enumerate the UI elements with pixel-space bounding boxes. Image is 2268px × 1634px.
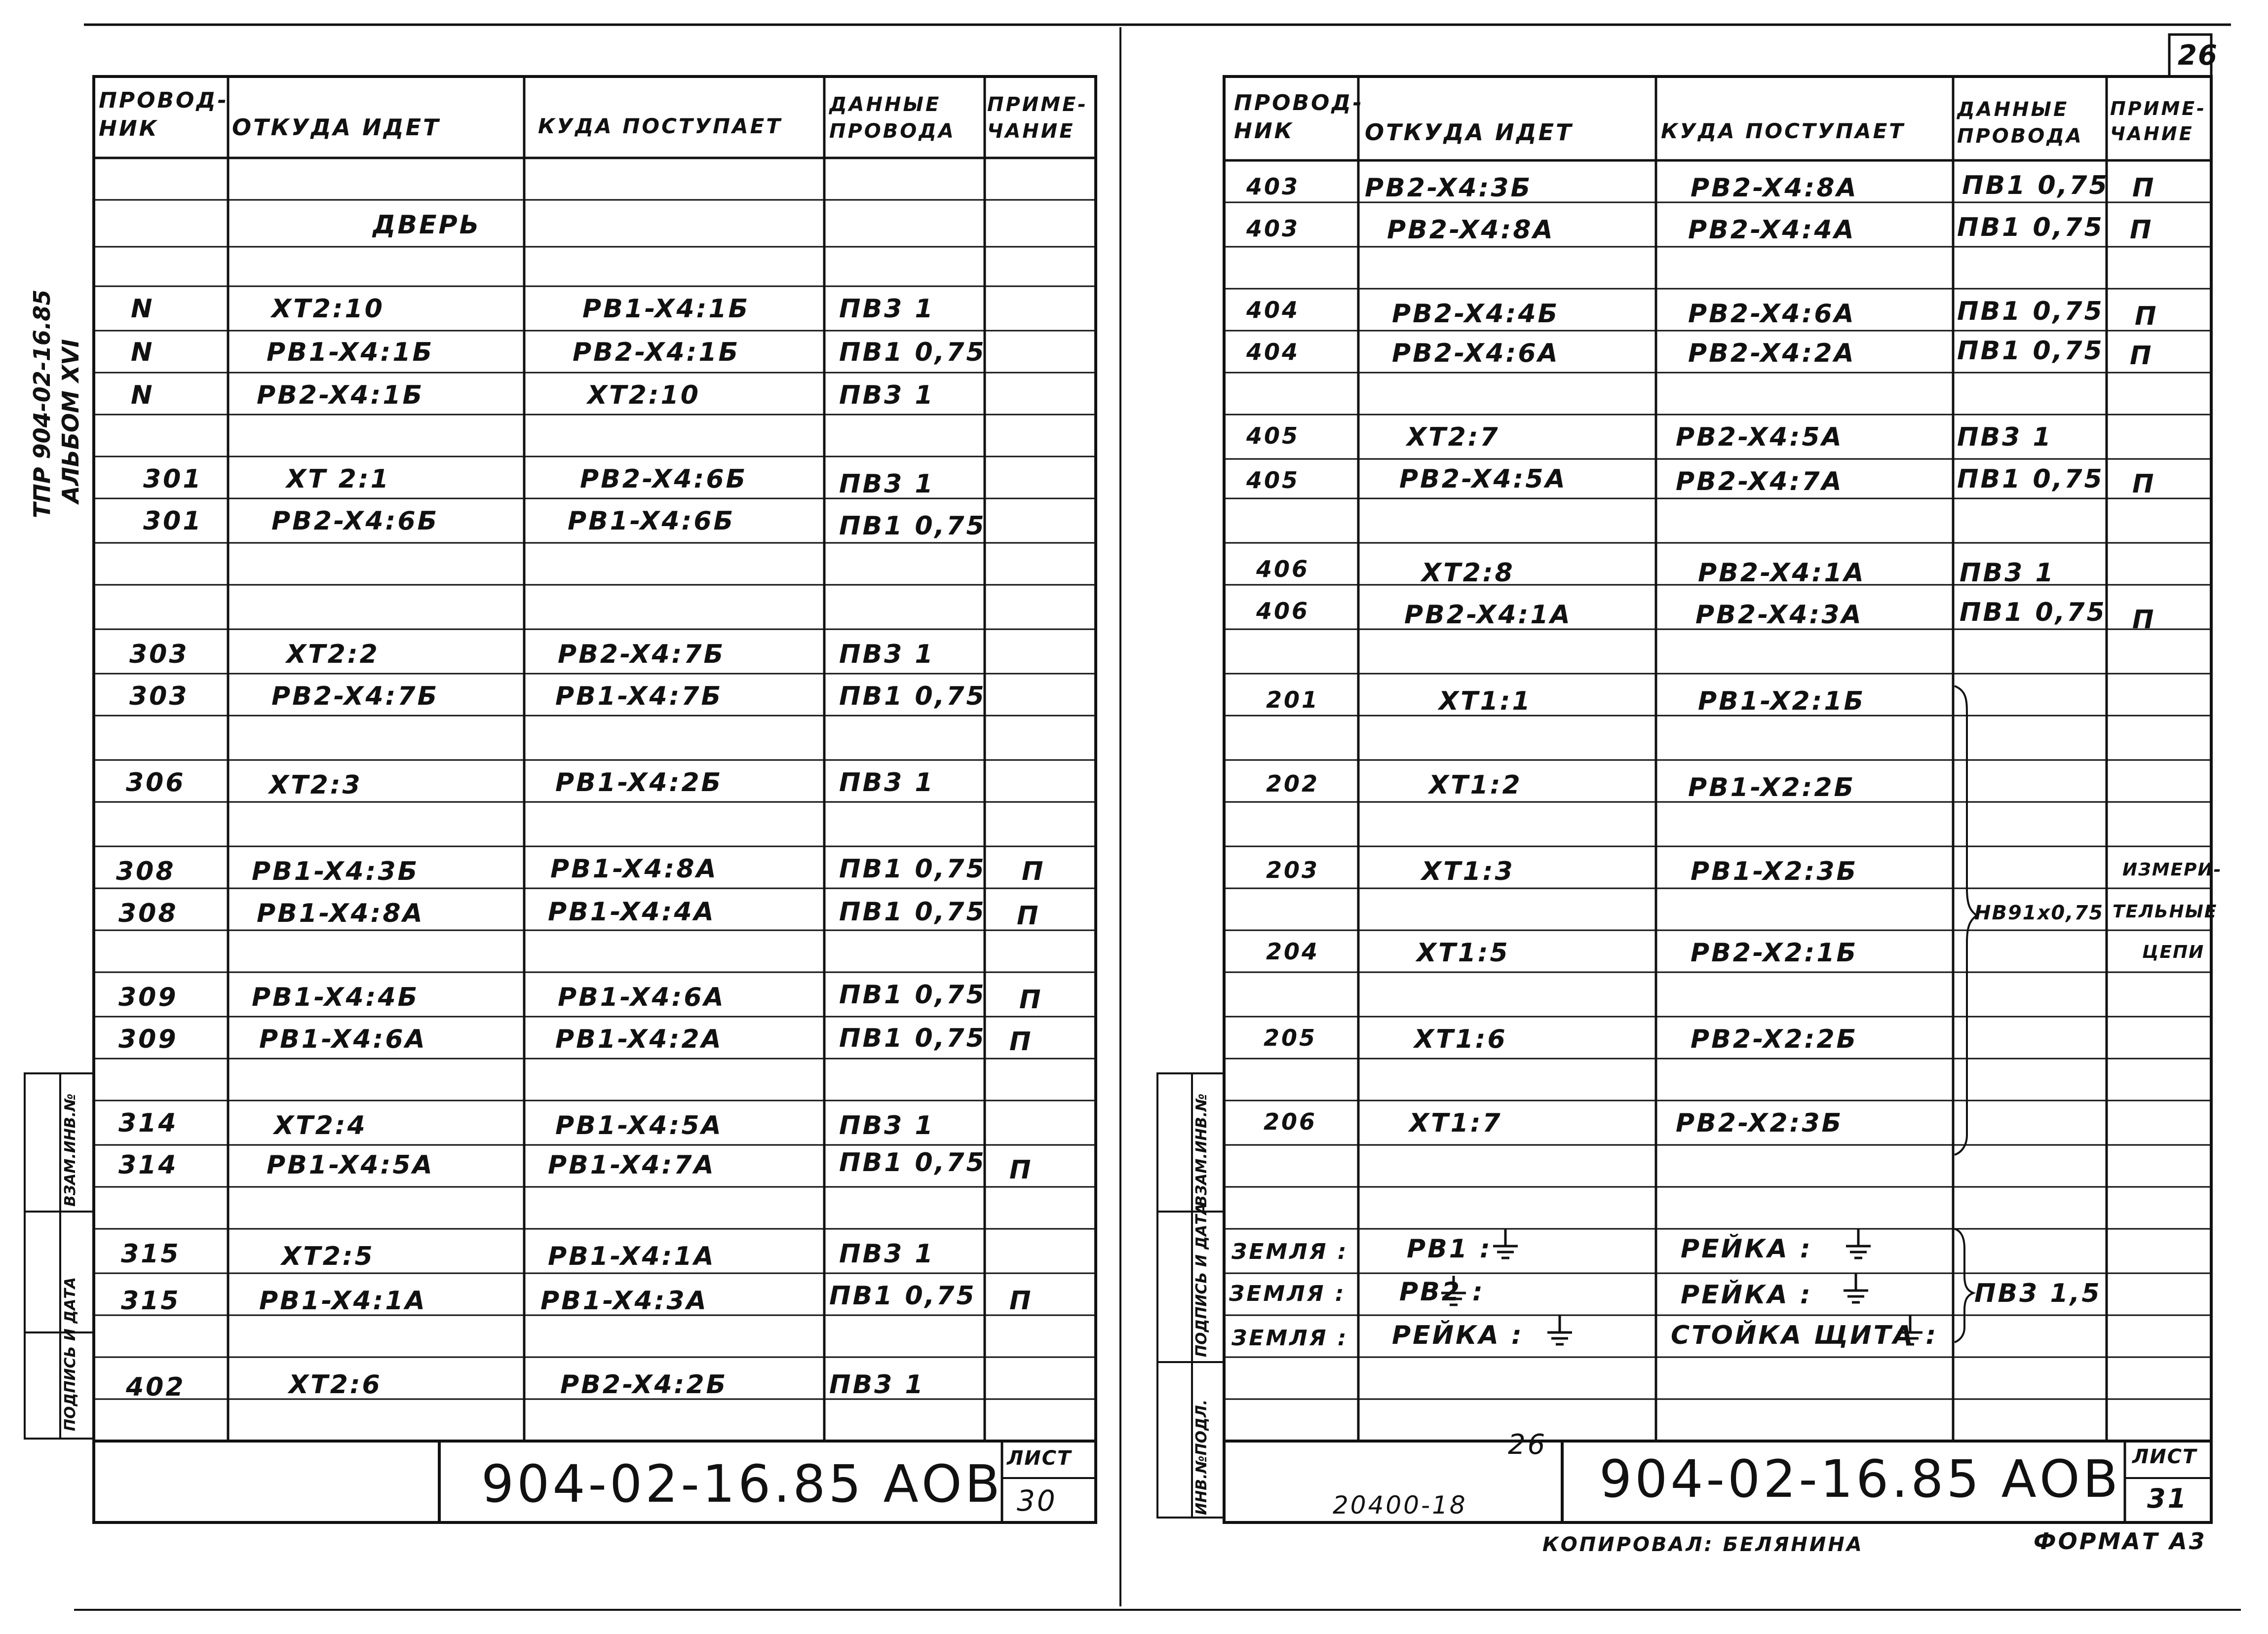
- wire-cell: 308: [116, 857, 176, 886]
- wire-cell: 308: [118, 899, 178, 928]
- to-cell: PB1-X4:1A: [548, 1242, 716, 1271]
- document-code: 904-02-16.85 АОВ: [481, 1454, 1003, 1514]
- group-wire-data: НВ91х0,75: [1974, 902, 2104, 924]
- ground-brace: [1955, 1229, 1973, 1342]
- from-cell: PB1-X4:3Б: [252, 857, 420, 886]
- side-box-label: ИНВ.№ПОДЛ.: [1193, 1399, 1210, 1515]
- data-cell: ПВ1 0,75: [839, 1148, 986, 1178]
- data-cell: ПВ3 1: [839, 768, 935, 798]
- wire-cell: 405: [1246, 422, 1300, 449]
- sheet-number: 31: [2147, 1483, 2189, 1514]
- group-note-line: ТЕЛЬНЫЕ: [2113, 902, 2218, 922]
- wire-cell: 303: [129, 682, 189, 711]
- data-cell: ПВ3 1: [839, 469, 935, 499]
- wire-cell: 406: [1256, 598, 1310, 624]
- to-cell: РЕЙКА :: [1681, 1234, 1812, 1264]
- wire-cell: N: [131, 294, 154, 324]
- wire-cell: 309: [118, 983, 178, 1012]
- wire-cell: 406: [1256, 556, 1310, 582]
- from-cell: XT1:2: [1429, 770, 1522, 800]
- to-cell: PB1-X2:3Б: [1691, 857, 1858, 886]
- data-cell: ПВ1 0,75: [839, 682, 986, 711]
- header-from: ОТКУДА ИДЕТ: [232, 114, 441, 141]
- wire-cell: 301: [143, 506, 203, 536]
- header-wire: ПРОВОД-НИК: [99, 88, 229, 142]
- from-cell: XT2:8: [1422, 558, 1515, 588]
- data-cell: ПВ3 1: [839, 1111, 935, 1140]
- from-cell: XT2:3: [269, 770, 362, 800]
- sheet-number: 30: [1017, 1484, 1057, 1518]
- wire-cell: 404: [1246, 339, 1300, 365]
- from-cell: PB2-X4:4Б: [1392, 299, 1560, 329]
- data-cell: ПВ1 0,75: [1962, 171, 2109, 200]
- from-cell: XT2:6: [289, 1370, 382, 1400]
- to-cell: PB1-X4:2A: [555, 1025, 723, 1054]
- data-cell: ПВ1 0,75: [1957, 297, 2104, 326]
- from-cell: РЕЙКА :: [1392, 1321, 1524, 1350]
- to-cell: PB2-X4:1A: [1698, 558, 1866, 588]
- data-cell: ПВ3 1: [1960, 558, 2055, 588]
- header-data: ДАННЫЕ ПРОВОДА: [1957, 98, 2083, 148]
- note-cell: П: [1017, 901, 1040, 931]
- from-cell: XT1:3: [1422, 857, 1515, 886]
- note-cell: П: [2130, 341, 2153, 371]
- wire-cell: 314: [118, 1108, 178, 1138]
- to-cell: PB2-X4:3A: [1695, 600, 1863, 630]
- wire-cell: 303: [129, 640, 189, 669]
- ground-label: ЗЕМЛЯ :: [1229, 1281, 1346, 1306]
- to-cell: PB2-X4:8A: [1691, 173, 1858, 203]
- data-cell: ПВ1 0,75: [829, 1281, 976, 1311]
- format-label: ФОРМАТ А3: [2034, 1528, 2207, 1555]
- to-cell: PB2-X2:3Б: [1676, 1108, 1844, 1138]
- to-cell: PB1-X2:2Б: [1688, 773, 1856, 802]
- to-cell: PB2-X4:5A: [1676, 422, 1844, 452]
- wire-cell: 405: [1246, 467, 1300, 494]
- data-cell: ПВ3 1: [1957, 422, 2053, 452]
- to-cell: PB1-X4:3A: [540, 1286, 708, 1316]
- measurement-brace: [1955, 686, 1977, 1155]
- ground-wire-data: ПВ3 1,5: [1974, 1279, 2102, 1308]
- note-cell: П: [1009, 1155, 1033, 1185]
- note-cell: П: [2135, 302, 2158, 331]
- from-cell: XT1:5: [1417, 938, 1510, 968]
- from-cell: XT1:7: [1409, 1108, 1502, 1138]
- to-cell: PB2-X4:7Б: [558, 640, 726, 669]
- data-cell: ПВ3 1: [839, 1239, 935, 1269]
- to-cell: РЕЙКА :: [1681, 1280, 1812, 1310]
- side-box-label: ПОДПИСЬ И ДАТА: [62, 1277, 79, 1431]
- header-note: ПРИМЕ-ЧАНИЕ: [987, 93, 1088, 143]
- from-cell: PB2-X4:1Б: [257, 380, 424, 410]
- data-cell: ПВ1 0,75: [839, 854, 986, 884]
- wire-cell: 205: [1264, 1025, 1317, 1051]
- data-cell: ПВ1 0,75: [839, 980, 986, 1010]
- to-cell: XT2:10: [587, 380, 700, 410]
- wire-cell: 203: [1266, 857, 1320, 883]
- wire-cell: 206: [1264, 1108, 1317, 1135]
- data-cell: ПВ1 0,75: [839, 1024, 986, 1053]
- to-cell: PB2-X4:7A: [1676, 467, 1844, 496]
- page-number: 26: [2178, 39, 2218, 72]
- to-cell: PB1-X4:8A: [550, 854, 718, 884]
- header-from: ОТКУДА ИДЕТ: [1365, 119, 1574, 146]
- to-cell: PB1-X4:6Б: [568, 506, 735, 536]
- wire-cell: 301: [143, 464, 203, 494]
- note-cell: П: [1009, 1027, 1033, 1057]
- document-code: 904-02-16.85 АОВ: [1599, 1449, 2121, 1509]
- note-cell: П: [2132, 605, 2156, 635]
- from-cell: PB2-X4:6A: [1392, 339, 1560, 368]
- from-cell: PB2-X4:7Б: [271, 682, 439, 711]
- wire-cell: N: [131, 338, 154, 367]
- data-cell: ПВ1 0,75: [839, 511, 986, 541]
- from-cell: XT2:7: [1407, 422, 1500, 452]
- ground-symbol-1b: [1846, 1229, 1871, 1258]
- ground-label: ЗЕМЛЯ :: [1231, 1239, 1348, 1264]
- wire-cell: 315: [121, 1286, 181, 1316]
- wire-cell: 306: [126, 768, 186, 798]
- side-box-label: ПОДПИСЬ И ДАТА: [1193, 1203, 1210, 1357]
- sheet-label: ЛИСТ: [1007, 1447, 1072, 1470]
- from-cell: PB1-X4:1A: [259, 1286, 427, 1316]
- from-cell: PB1-X4:8A: [257, 899, 424, 928]
- side-box-label: ВЗАМ.ИНВ.№: [1193, 1093, 1210, 1207]
- from-cell: XT2:10: [271, 294, 384, 324]
- group-note-line: ЦЕПИ: [2142, 942, 2205, 962]
- from-cell: PB1-X4:5A: [267, 1150, 434, 1180]
- side-box-label: ВЗАМ.ИНВ.№: [62, 1093, 79, 1207]
- to-cell: PB2-X4:1Б: [573, 338, 740, 367]
- data-cell: ПВ1 0,75: [1957, 464, 2104, 494]
- note-cell: П: [1009, 1286, 1033, 1316]
- to-cell: PB1-X4:4A: [548, 897, 716, 927]
- group-note-line: ИЗМЕРИ-: [2122, 860, 2222, 880]
- copied-by: КОПИРОВАЛ: БЕЛЯНИНА: [1542, 1533, 1864, 1556]
- handwritten-inventory-number: 20400-18: [1333, 1491, 1467, 1520]
- header-to: КУДА ПОСТУПАЕТ: [1661, 119, 1905, 143]
- from-cell: PB2 :: [1399, 1277, 1485, 1307]
- wire-cell: 204: [1266, 938, 1320, 965]
- wire-cell: 314: [118, 1150, 178, 1180]
- to-cell: PB1-X4:1Б: [582, 294, 750, 324]
- to-cell: PB1-X2:1Б: [1698, 686, 1866, 716]
- to-cell: PB2-X4:4A: [1688, 215, 1856, 245]
- from-cell: PB2-X4:6Б: [271, 506, 439, 536]
- note-cell: П: [2132, 173, 2156, 203]
- to-cell: PB1-X4:7A: [548, 1150, 716, 1180]
- to-cell: PB2-X4:2Б: [560, 1370, 728, 1400]
- from-cell: PB1-X4:4Б: [252, 983, 420, 1012]
- header-to: КУДА ПОСТУПАЕТ: [538, 114, 782, 138]
- to-cell: PB2-X4:6Б: [580, 464, 748, 494]
- note-cell: П: [1022, 857, 1045, 886]
- ground-symbol-1a: [1493, 1229, 1518, 1258]
- data-cell: ПВ3 1: [829, 1370, 925, 1400]
- from-cell: PB1-X4:6A: [259, 1025, 427, 1054]
- to-cell: PB2-X4:2A: [1688, 339, 1856, 368]
- ground-label: ЗЕМЛЯ :: [1231, 1326, 1348, 1351]
- wire-cell: 404: [1246, 297, 1300, 323]
- wire-cell: 403: [1246, 215, 1300, 242]
- header-wire: ПРОВОД-НИК: [1234, 90, 1364, 144]
- to-cell: PB2-X4:6A: [1688, 299, 1856, 329]
- from-cell: XT2:2: [286, 640, 380, 669]
- sheet-label: ЛИСТ: [2132, 1445, 2197, 1468]
- to-cell: PB1-X4:6A: [558, 983, 726, 1012]
- side-album: АЛЬБОМ XVI: [57, 339, 84, 503]
- header-note: ПРИМЕ-ЧАНИЕ: [2110, 98, 2206, 145]
- to-cell: PB2-X2:1Б: [1691, 938, 1858, 968]
- to-cell: PB1-X4:2Б: [555, 768, 723, 798]
- from-cell: XT1:1: [1439, 686, 1532, 716]
- from-cell: PB2-X4:8A: [1387, 215, 1555, 245]
- note-cell: П: [1019, 985, 1043, 1015]
- section-title: ДВЕРЬ: [373, 210, 481, 240]
- from-cell: PB2-X4:3Б: [1365, 173, 1533, 203]
- to-cell: PB1-X4:7Б: [555, 682, 723, 711]
- wire-cell: 202: [1266, 770, 1320, 797]
- wire-cell: 309: [118, 1025, 178, 1054]
- data-cell: ПВ1 0,75: [1957, 213, 2104, 242]
- side-code: ТПР 904-02-16.85: [29, 289, 55, 518]
- handwritten-page-number: 26: [1508, 1429, 1547, 1461]
- data-cell: ПВ1 0,75: [1960, 598, 2107, 627]
- wire-cell: 315: [121, 1239, 181, 1269]
- ground-symbol-2b: [1844, 1273, 1868, 1302]
- from-cell: XT2:5: [281, 1242, 375, 1271]
- ground-symbol-3a: [1547, 1315, 1572, 1344]
- wire-cell: 402: [126, 1372, 186, 1402]
- wire-cell: N: [131, 380, 154, 410]
- to-cell: PB2-X2:2Б: [1691, 1025, 1858, 1054]
- from-cell: XT2:4: [274, 1111, 367, 1140]
- from-cell: XT 2:1: [286, 464, 390, 494]
- data-cell: ПВ3 1: [839, 380, 935, 410]
- from-cell: PB1 :: [1407, 1234, 1492, 1264]
- data-cell: ПВ3 1: [839, 294, 935, 324]
- from-cell: PB1-X4:1Б: [267, 338, 434, 367]
- to-cell: СТОЙКА ЩИТА :: [1671, 1321, 1938, 1350]
- from-cell: PB2-X4:1A: [1404, 600, 1572, 630]
- from-cell: XT1:6: [1414, 1025, 1507, 1054]
- note-cell: П: [2130, 215, 2153, 245]
- data-cell: ПВ3 1: [839, 640, 935, 669]
- data-cell: ПВ1 0,75: [839, 897, 986, 927]
- data-cell: ПВ1 0,75: [1957, 336, 2104, 366]
- from-cell: PB2-X4:5A: [1399, 464, 1567, 494]
- to-cell: PB1-X4:5A: [555, 1111, 723, 1140]
- note-cell: П: [2132, 469, 2156, 499]
- header-data: ДАННЫЕ ПРОВОДА: [829, 93, 956, 143]
- wire-cell: 403: [1246, 173, 1300, 200]
- wire-cell: 201: [1266, 686, 1320, 713]
- data-cell: ПВ1 0,75: [839, 338, 986, 367]
